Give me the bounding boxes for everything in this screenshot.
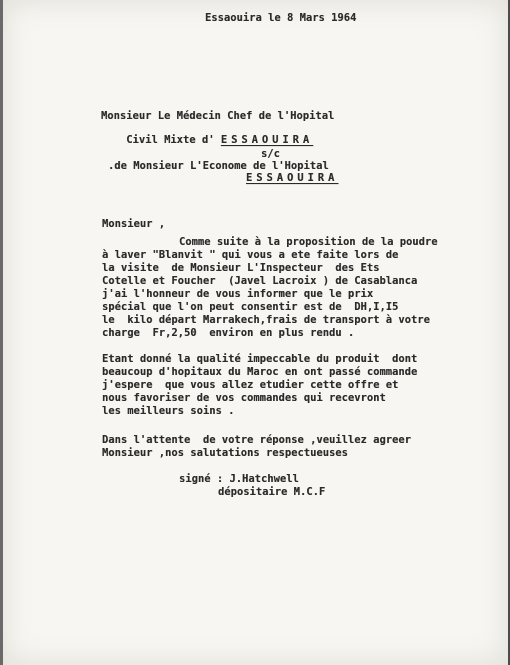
place-date: Essaouira le 8 Mars 1964: [205, 12, 357, 24]
paragraph1-line-1: Comme suite à la proposition de la poudre: [179, 236, 438, 248]
paragraph1-line-6: spécial que l'on peut consentir est de DH,I,I5: [102, 301, 399, 313]
paragraph1-line-4: Cotelle et Foucher (Javel Lacroix ) de Casablanca: [102, 275, 418, 287]
paragraph1-line-3: la visite de Monsieur L'Inspecteur des Ets: [102, 262, 380, 274]
paragraph1-line-2: à laver "Blanvit " qui vous a ete faite lors de: [102, 249, 399, 261]
paragraph2-line-3: j'espere que vous allez etudier cette offre et: [102, 379, 399, 391]
recipient-line-1: Monsieur Le Médecin Chef de l'Hopital: [101, 110, 335, 122]
paragraph2-line-1: Etant donné la qualité impeccable du produit dont: [102, 353, 418, 365]
salutation: Monsieur ,: [102, 218, 166, 230]
paragraph1-line-8: charge Fr,2,50 environ en plus rendu .: [102, 327, 355, 339]
recipient-line-2-prefix: Civil Mixte d': [126, 134, 221, 146]
signature-line-1: signé : J.Hatchwell: [179, 473, 299, 485]
paragraph2-line-5: les meilleurs soins .: [102, 405, 235, 417]
paragraph1-line-7: le kilo départ Marrakech,frais de transport à votre: [102, 314, 430, 326]
paragraph2-line-4: nous favoriser de vos commandes qui recevront: [102, 392, 386, 404]
recipient-city: ESSAOUIRA: [220, 134, 314, 146]
closing-line-1: Dans l'attente de votre réponse ,veuillez agreer: [102, 434, 411, 446]
paragraph2-line-2: beaucoup d'hopitaux du Maroc en ont passé commande: [102, 366, 418, 378]
closing-line-2: Monsieur ,nos salutations respectueuses: [102, 447, 348, 459]
via-city: ESSAOUIRA: [246, 172, 339, 184]
paragraph1-line-5: j'ai l'honneur de vous informer que le prix: [102, 288, 374, 300]
letter-page: [3, 0, 508, 665]
via-label: s/c: [261, 148, 280, 160]
via-line: .de Monsieur L'Econome de l'Hopital: [108, 160, 329, 172]
signature-line-2: dépositaire M.C.F: [218, 486, 326, 498]
recipient-line-2: [101, 122, 313, 158]
